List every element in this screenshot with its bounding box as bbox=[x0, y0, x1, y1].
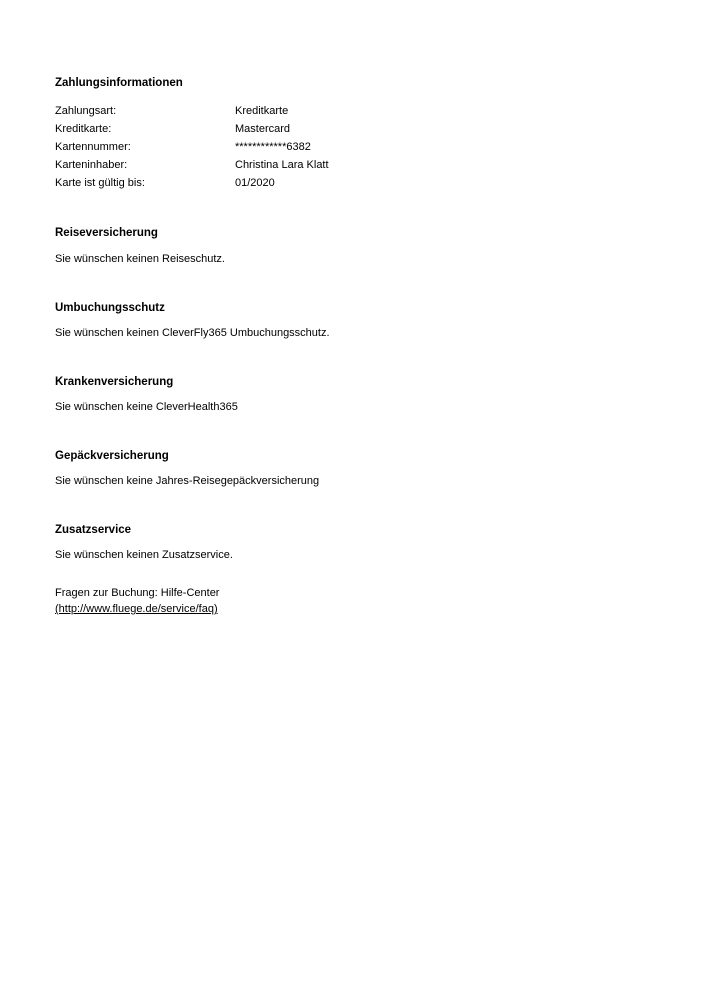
payment-section-title: Zahlungsinformationen bbox=[55, 77, 183, 89]
card-holder-value: Christina Lara Klatt bbox=[235, 158, 329, 171]
card-number-label: Kartennummer: bbox=[55, 140, 131, 153]
section-spacer bbox=[55, 341, 655, 375]
baggage-insurance-title: Gepäckversicherung bbox=[55, 449, 169, 462]
card-holder-label: Karteninhaber: bbox=[55, 158, 128, 171]
card-number-value: ************6382 bbox=[235, 140, 311, 153]
travel-insurance-section bbox=[55, 226, 655, 266]
card-brand-value: Mastercard bbox=[235, 122, 291, 135]
payment-row bbox=[55, 120, 329, 138]
baggage-insurance-text: Sie wünschen keine Jahres-Reisegepäckversicherung bbox=[55, 475, 320, 488]
help-question-text: Fragen zur Buchung: Hilfe-Center bbox=[55, 587, 220, 599]
additional-service-title: Zusatzservice bbox=[55, 523, 132, 536]
help-center-link[interactable]: (http://www.fluege.de/service/faq) bbox=[55, 603, 218, 615]
health-insurance-text: Sie wünschen keine CleverHealth365 bbox=[55, 401, 238, 413]
section-spacer bbox=[55, 415, 655, 449]
payment-type-value: Kreditkarte bbox=[235, 104, 289, 117]
rebooking-protection-title: Umbuchungsschutz bbox=[55, 301, 165, 314]
document-content bbox=[55, 76, 655, 617]
travel-insurance-title: Reiseversicherung bbox=[55, 227, 158, 240]
rebooking-protection-section bbox=[55, 301, 655, 341]
payment-row bbox=[55, 156, 329, 174]
rebooking-protection-text: Sie wünschen keinen CleverFly365 Umbuchungsschutz. bbox=[55, 326, 330, 339]
help-footer bbox=[55, 585, 655, 617]
payment-row bbox=[55, 174, 329, 192]
payment-row bbox=[55, 102, 329, 120]
section-spacer bbox=[55, 489, 655, 523]
baggage-insurance-section bbox=[55, 449, 655, 489]
health-insurance-title: Krankenversicherung bbox=[55, 375, 174, 388]
payment-type-label: Zahlungsart: bbox=[55, 104, 117, 117]
additional-service-text: Sie wünschen keinen Zusatzservice. bbox=[55, 549, 233, 562]
card-brand-label: Kreditkarte: bbox=[55, 122, 112, 135]
card-expiry-value: 01/2020 bbox=[235, 176, 275, 189]
payment-row bbox=[55, 138, 329, 156]
payment-details-table bbox=[55, 102, 329, 192]
card-expiry-label: Karte ist gültig bis: bbox=[55, 176, 145, 189]
additional-service-section bbox=[55, 523, 655, 563]
section-spacer bbox=[55, 192, 655, 226]
travel-insurance-text: Sie wünschen keinen Reiseschutz. bbox=[55, 252, 225, 265]
health-insurance-section bbox=[55, 375, 655, 415]
payment-section bbox=[55, 76, 655, 192]
section-spacer bbox=[55, 267, 655, 301]
